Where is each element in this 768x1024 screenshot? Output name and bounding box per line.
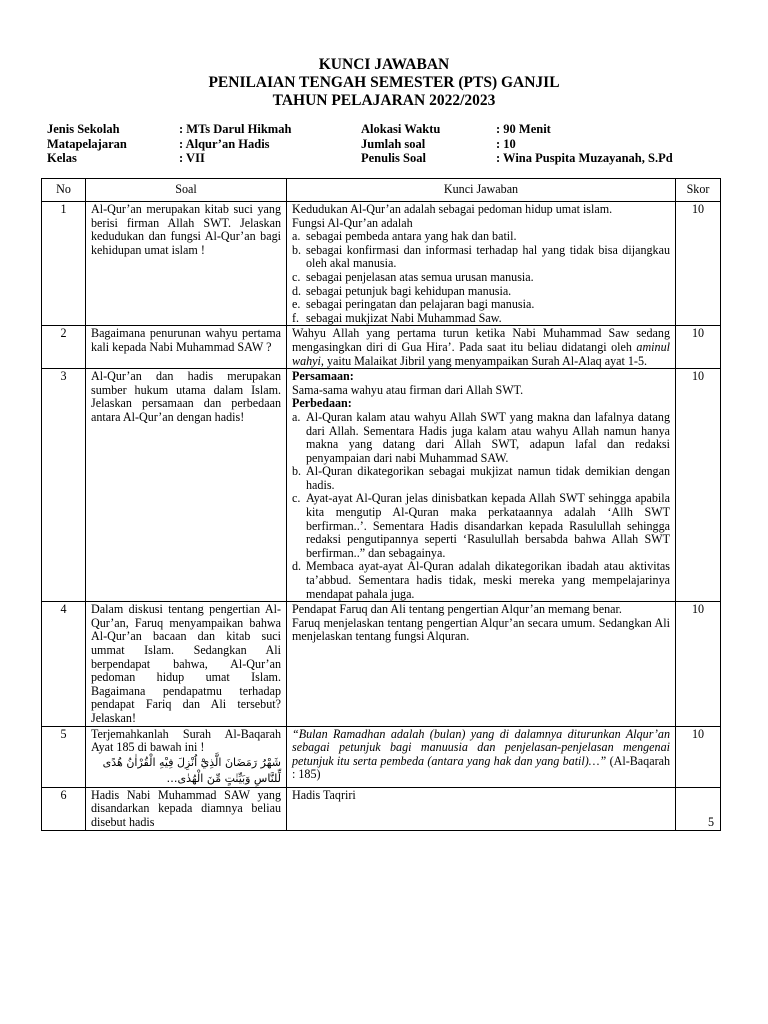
- question-text: Al-Qur’an merupakan kitab suci yang berisi firman Allah SWT. Jelaskan kedudukan dan fungsi Al-Qur’an bagi kehidupan umat islam !: [86, 202, 287, 326]
- info-label: Kelas: [47, 151, 77, 165]
- header-soal: Soal: [86, 179, 287, 202]
- info-value: : Wina Puspita Muzayanah, S.Pd: [496, 151, 673, 165]
- header-skor: Skor: [676, 179, 721, 202]
- list-item: [292, 298, 670, 312]
- answer-text: [292, 327, 670, 368]
- question-number: 3: [42, 369, 86, 602]
- list-label: b.: [292, 464, 302, 479]
- list-label: a.: [292, 229, 301, 244]
- translation-quote: “Bulan Ramadhan adalah (bulan) yang di dalamnya diturunkan Alqur’an sebagai petunjuk bagi manuusia dan penjelasan-penjelasan mengenai petunjuk itu serta pembeda (antara yang hak dan yang batil)…”: [292, 726, 670, 768]
- document-title: [0, 56, 768, 110]
- title-line-1: KUNCI JAWABAN: [318, 56, 450, 73]
- score: 10: [676, 602, 721, 726]
- answer-list: [292, 411, 670, 601]
- info-value: : MTs Darul Hikmah: [179, 122, 292, 136]
- list-text: sebagai konfirmasi dan informasi terhadap hal yang tidak bisa dijangkau oleh akal manusia.: [306, 242, 670, 271]
- arabic-verse-line: [91, 771, 281, 787]
- list-label: f.: [292, 310, 300, 325]
- answer-cell: [287, 202, 676, 326]
- answer-heading: Persamaan:: [292, 369, 354, 384]
- answer-text: Faruq menjelaskan tentang pengertian Alqur’an secara umum. Sedangkan Ali menjelaskan tentang fungsi Alquran.: [292, 615, 670, 644]
- question-number: 1: [42, 202, 86, 326]
- answer-cell: [287, 787, 676, 830]
- info-label: Jenis Sekolah: [47, 122, 120, 136]
- header-kunci-jawaban: Kunci Jawaban: [287, 179, 676, 202]
- info-label: Jumlah soal: [361, 136, 426, 151]
- list-item: [292, 560, 670, 601]
- question-number: 2: [42, 326, 86, 369]
- list-text: Al-Quran kalam atau wahyu Allah SWT yang makna dan lafalnya datang dari Allah. Sementara Hadis juga kalam atau wahyu Allah namun hanya makna yang datang dari Allah SWT, adapun lafal dan redaksi penyampaian dari nabi Muhammad SAW.: [306, 409, 670, 465]
- answer-text: Kedudukan Al-Qur’an adalah sebagai pedoman hidup umat islam.: [292, 202, 613, 216]
- table-row: [42, 202, 721, 326]
- list-text: Membaca ayat-ayat Al-Quran adalah dikategorikan ibadah atau aktivitas ta’abbud. Sementara hadis tidak, meski mereka yang mempelajarinya mendapat pahala juga.: [306, 559, 670, 601]
- answer-cell: [287, 326, 676, 369]
- answer-text: Sama-sama wahyu atau firman dari Allah SWT.: [292, 382, 524, 397]
- list-item: [292, 271, 670, 285]
- question-number: 5: [42, 726, 86, 787]
- question-text: Terjemahkanlah Surah Al-Baqarah Ayat 185 di bawah ini !: [91, 726, 281, 755]
- list-item: [292, 465, 670, 492]
- score: 5: [676, 787, 721, 830]
- answer-cell: [287, 369, 676, 602]
- verse-reference: (Al-Baqarah : 185): [292, 753, 671, 782]
- list-text: Ayat-ayat Al-Quran jelas dinisbatkan kepada Allah SWT sehingga apabila kita mengutip Al-Quran maka perkataannya adalah ‘Allh SWT berfirman..’. Sementara Hadis disandarkan kepada Rasulullah sehingga redaksi pengutipannya seperti ‘Rasulullah bersabda bahwa Allah SWT berfirman..” dan sebagainya.: [306, 491, 670, 560]
- list-item: [292, 285, 670, 299]
- list-text: sebagai penjelasan atas semua urusan manusia.: [306, 269, 534, 284]
- list-label: d.: [292, 283, 302, 298]
- answer-text: Pendapat Faruq dan Ali tentang pengertian Alqur’an memang benar.: [292, 602, 622, 617]
- title-line-3: TAHUN PELAJARAN 2022/2023: [272, 92, 496, 109]
- list-item: [292, 244, 670, 271]
- list-item: [292, 411, 670, 465]
- answer-cell: [287, 726, 676, 787]
- score: 10: [676, 726, 721, 787]
- info-label: Alokasi Waktu: [361, 122, 441, 136]
- list-label: a.: [292, 409, 301, 424]
- info-label: Matapelajaran: [47, 136, 127, 151]
- question-number: 4: [42, 602, 86, 726]
- list-item: [292, 492, 670, 560]
- list-text: sebagai peringatan dan pelajaran bagi manusia.: [306, 297, 535, 312]
- answer-cell: [287, 602, 676, 726]
- list-text: sebagai petunjuk bagi kehidupan manusia.: [306, 283, 512, 298]
- list-label: c.: [292, 491, 301, 506]
- table-row: [42, 726, 721, 787]
- answer-text-part: Wahyu Allah yang pertama turun ketika Nabi Muhammad Saw sedang mengasingkan diri di Gua Hira’. Pada saat itu beliau didatangi oleh: [292, 326, 670, 354]
- list-label: b.: [292, 242, 302, 257]
- info-row: [47, 151, 747, 166]
- answer-text: Fungsi Al-Qur’an adalah: [292, 215, 413, 230]
- list-text: sebagai mukjizat Nabi Muhammad Saw.: [306, 310, 502, 325]
- table-row: [42, 787, 721, 830]
- score: 10: [676, 326, 721, 369]
- answer-heading: Perbedaan:: [292, 396, 352, 411]
- answer-text: [292, 728, 670, 782]
- question-number: 6: [42, 787, 86, 830]
- info-label: Penulis Soal: [361, 151, 426, 165]
- arabic-verse-text: لِّلنَّاسِ وَبَيِّنٰتٍ مِّنَ الْهُدٰى: [177, 771, 281, 785]
- answer-text-part: yaitu Malaikat Jibril yang menyampaikan Surah Al-Alaq ayat 1-5.: [323, 353, 648, 368]
- answer-list: [292, 230, 670, 325]
- score: 10: [676, 202, 721, 326]
- list-label: e.: [292, 297, 301, 312]
- header-no: No: [42, 179, 86, 202]
- question-text: Hadis Nabi Muhammad SAW yang disandarkan kepada diamnya beliau disebut hadis: [86, 787, 287, 830]
- answer-italic-term: aminul wahyi,: [292, 339, 670, 368]
- answer-text: Hadis Taqriri: [292, 787, 356, 802]
- list-item: [292, 230, 670, 244]
- question-cell: [86, 726, 287, 787]
- table-row: [42, 602, 721, 726]
- info-value: : 10: [496, 136, 516, 151]
- table-row: [42, 369, 721, 602]
- title-line-2: PENILAIAN TENGAH SEMESTER (PTS) GANJIL: [208, 74, 560, 91]
- question-text: Al-Qur’an dan hadis merupakan sumber hukum utama dalam Islam. Jelaskan persamaan dan perbedaan antara Al-Qur’an dengan hadis!: [86, 369, 287, 602]
- answer-key-table: [41, 178, 721, 831]
- info-value: : 90 Menit: [496, 122, 551, 136]
- score: 10: [676, 369, 721, 602]
- list-text: sebagai pembeda antara yang hak dan batil.: [306, 229, 517, 244]
- ellipsis: …: [166, 771, 178, 785]
- info-value: : Alqur’an Hadis: [179, 136, 270, 151]
- list-label: c.: [292, 269, 301, 284]
- info-row: [47, 137, 747, 152]
- list-text: Al-Quran dikategorikan sebagai mukjizat namun tidak demikian dengan hadis.: [306, 464, 670, 492]
- question-text: Bagaimana penurunan wahyu pertama kali kepada Nabi Muhammad SAW ?: [86, 326, 287, 369]
- question-text: Dalam diskusi tentang pengertian Al-Qur’an, Faruq menyampaikan bahwa Al-Qur’an bacaan dan kitab suci ummat Islam. Sedangkan Ali berpendapat bahwa, Al-Qur’an pedoman hidup umat Islam. Bagaimana pendapatmu terhadap pendapat Fariq dan Ali tersebut? Jelaskan!: [86, 602, 287, 726]
- arabic-verse-line: شَهْرُ رَمَضَانَ الَّذِيْٓ اُنْزِلَ فِيْهِ الْقُرْاٰنُ هُدًى: [102, 755, 281, 769]
- info-row: [47, 122, 747, 137]
- info-value: : VII: [179, 151, 205, 165]
- table-row: [42, 326, 721, 369]
- table-header-row: [42, 179, 721, 202]
- list-label: d.: [292, 559, 302, 574]
- list-item: [292, 312, 670, 326]
- exam-info: [47, 122, 747, 166]
